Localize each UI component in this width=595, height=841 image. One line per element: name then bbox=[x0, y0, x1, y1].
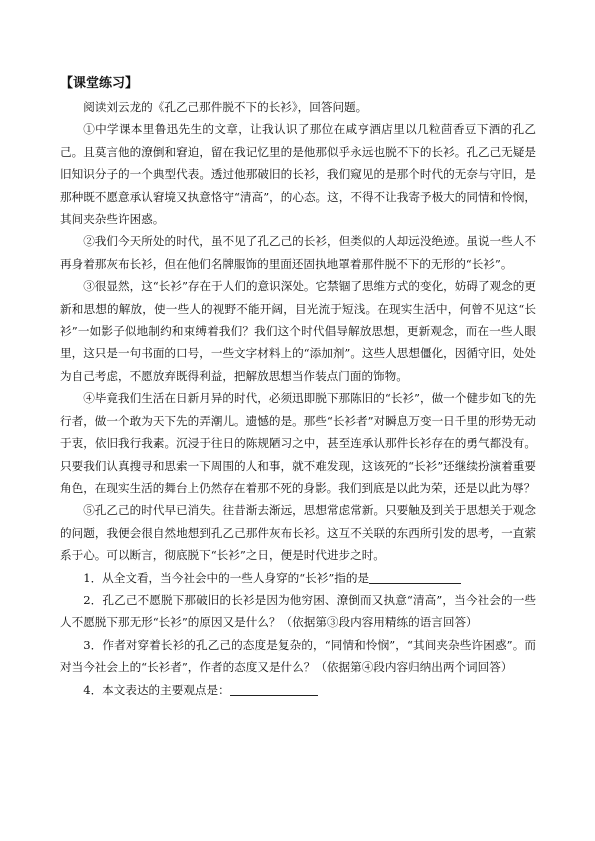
paragraph-4: ④毕竟我们生活在日新月异的时代，必须迅即脱下那陈旧的“长衫”，做一个健步如飞的先行者，做一个敢为天下先的弄潮儿。遗憾的是。那些“长衫者”对瞬息万变一日千里的形势无动于衷，依旧我行我素。沉浸于往日的陈规陋习之中，甚至连承认那件长衫存在的勇气都没有。只要我们认真搜寻和思索一下周围的人和事，就不难发现，这该死的“长衫”还继续扮演着重要角色，在现实生活的舞台上仍然存在着那不死的身影。我们到底是以此为荣，还是以此为辱？ bbox=[60, 391, 536, 495]
document-page bbox=[60, 72, 536, 701]
paragraph-1: ①中学课本里鲁迅先生的文章，让我认识了那位在咸亨酒店里以几粒茴香豆下酒的孔乙己。且莫言他的潦倒和窘迫，留在我记忆里的是他那似乎永远也脱不下的长衫。孔乙己无疑是旧知识分子的一个典型代表。透过他那破旧的长衫，我们窥见的是那个时代的无奈与守旧，是那种既不愿意承认窘境又执意恪守“清高”，的心态。这，不得不让我寄予极大的同情和怜悯，其间夹杂些许困惑。 bbox=[60, 122, 536, 227]
question-1-text: 1．从全文看，当今社会中的一些人身穿的“长衫”指的是 bbox=[83, 570, 370, 585]
answer-blank-4[interactable] bbox=[230, 681, 318, 696]
question-4-text: 4．本文表达的主要观点是： bbox=[83, 682, 230, 697]
question-4 bbox=[60, 679, 536, 701]
question-2: 2．孔乙己不愿脱下那破旧的长衫是因为他穷困、潦倒而又执意“清高”，当今社会的一些人不愿脱下那无形“长衫”的原因又是什么？（依据第③段内容用精练的语言回答） bbox=[60, 592, 536, 630]
section-title: 【课堂练习】 bbox=[60, 76, 139, 91]
question-3: 3．作者对穿着长衫的孔乙己的态度是复杂的，“同情和怜悯”，“其间夹杂些许困惑”。而对当今社会上的“长衫者”，作者的态度又是什么？（依据第④段内容归纳出两个词回答） bbox=[60, 637, 536, 675]
question-1 bbox=[60, 567, 536, 589]
paragraph-5: ⑤孔乙己的时代早已消失。往昔渐去渐远，思想常虑常新。只要触及到关于思想关于观念的问题，我便会很自然地想到孔乙己那件灰布长衫。这互不关联的东西所引发的思考，一直萦系于心。可以断言，彻底脱下“长衫”之日，便是时代进步之时。 bbox=[60, 503, 536, 563]
paragraph-2: ②我们今天所处的时代，虽不见了孔乙己的长衫，但类似的人却远没绝迹。虽说一些人不再身着那灰布长衫，但在他们名牌服饰的里面还固执地罩着那件脱不下的无形的“长衫”。 bbox=[60, 234, 536, 271]
answer-blank-1[interactable] bbox=[369, 569, 461, 584]
reading-instruction: 阅读刘云龙的《孔乙己那件脱不下的长衫》，回答问题。 bbox=[83, 100, 368, 114]
paragraph-3: ③很显然，这“长衫”存在于人们的意识深处。它禁锢了思维方式的变化，妨碍了观念的更新和思想的解放，使一些人的视野不能开阔，目光流于短浅。在现实生活中，何曾不见这“长衫”一如影子似地制约和束缚着我们？我们这个时代倡导解放思想，更新观念，而在一些人眼里，这只是一句书面的口号，一些文字材料上的“添加剂”。这些人思想僵化，因循守旧，处处为自己考虑，不愿放弃既得利益，把解放思想当作装点门面的饰物。 bbox=[60, 279, 536, 383]
